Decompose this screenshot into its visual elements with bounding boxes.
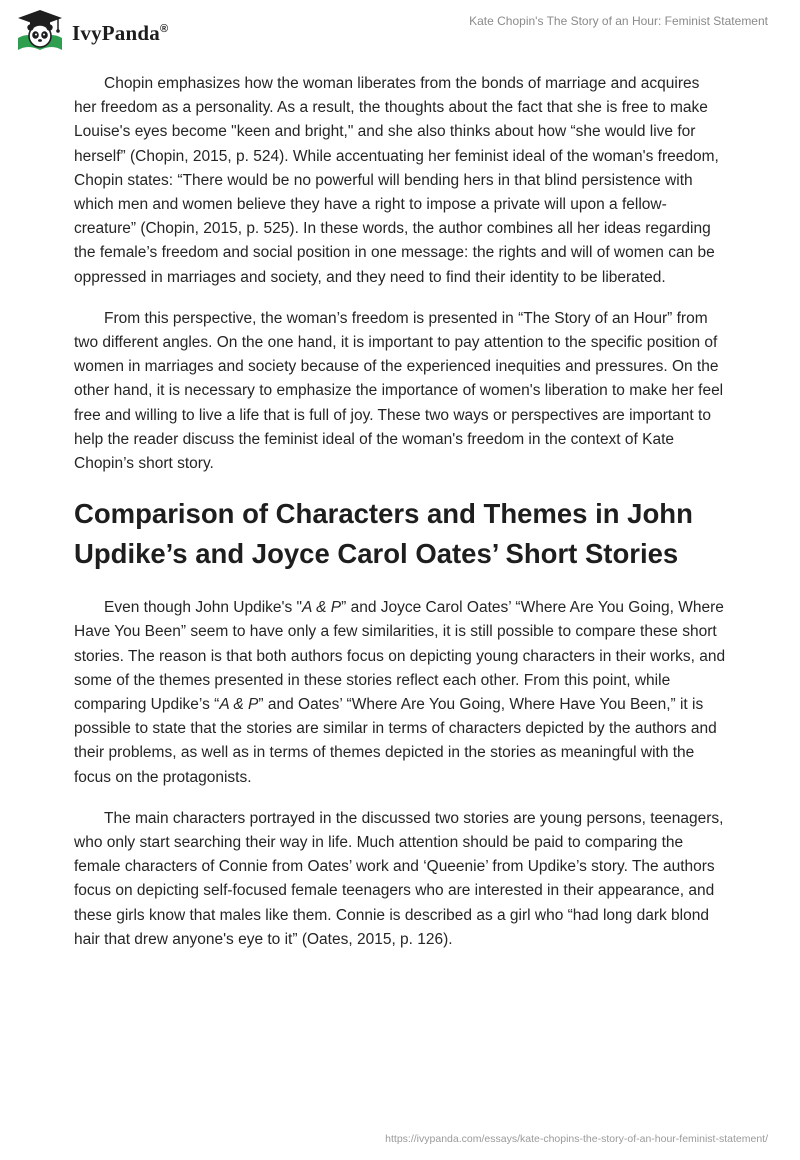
paragraph-1: Chopin emphasizes how the woman liberates from the bonds of marriage and acquires her freedom as a personality. As a result, the thoughts about the fact that she is free to make Louise's eyes become "keen and bright," and she also thinks about how “she would live for herself” (Chopin, 2015, p. 524). While accentuating her feminist ideal of the woman's freedom, Chopin states: “There would be no powerful will bending hers in that blind persistence with which men and women believe they have a right to impose a private will upon a fellow-creature” (Chopin, 2015, p. 525). In these words, the author combines all her ideas regarding the female’s freedom and social position in one message: the rights and will of women can be oppressed in marriages and society, and they need to find their identity to be liberated. bbox=[74, 75, 719, 286]
paragraph-3: Even though John Updike's "A & P” and Joyce Carol Oates’ “Where Are You Going, Where Have You Been” seem to have only a few similarities, it is still possible to compare these short stories. The reason is that both authors focus on depicting young characters in their works, and some of the themes presented in these stories reflect each other. From this point, while comparing Updike’s “A & P” and Oates’ “Where Are You Going, Where Have You Been,” it is possible to state that the stories are similar in terms of characters depicted by the authors and their problems, as well as in terms of themes depicted in the stories as meaningful with the focus on the protagonists. bbox=[74, 599, 726, 786]
story-title-italic: A & P bbox=[219, 696, 259, 714]
site-logo[interactable] bbox=[14, 8, 168, 54]
paragraph-4: The main characters portrayed in the discussed two stories are young persons, teenagers, who only start searching their way in life. Much attention should be paid to comparing the female characters of Connie from Oates’ work and ‘Queenie’ from Updike’s story. The authors focus on depicting self-focused female teenagers who are interested in their appearance, and these girls know that males like them. Connie is described as a girl who “had long dark blond hair that drew anyone's eye to it” (Oates, 2015, p. 126). bbox=[74, 809, 724, 948]
document-title: Kate Chopin's The Story of an Hour: Feminist Statement bbox=[469, 14, 768, 28]
story-title-italic: A & P bbox=[302, 599, 342, 617]
essay-body bbox=[74, 72, 726, 969]
page-header bbox=[0, 0, 800, 60]
paragraph-2: From this perspective, the woman’s freedom is presented in “The Story of an Hour” from two different angles. On the one hand, it is important to pay attention to the specific position of women in marriages and society because of the experienced inequities and pressures. On the other hand, it is necessary to emphasize the importance of women's liberation to make her feel free and willing to live a life that is full of joy. These two ways or perspectives are important to help the reader discuss the feminist ideal of the woman's freedom in the context of Kate Chopin’s short story. bbox=[74, 309, 724, 473]
source-url-link[interactable]: https://ivypanda.com/essays/kate-chopins-the-story-of-an-hour-feminist-statement/ bbox=[385, 1133, 768, 1145]
panda-logo-icon bbox=[14, 8, 66, 54]
logo-wordmark: IvyPanda® bbox=[72, 20, 169, 45]
section-heading: Comparison of Characters and Themes in John Updike’s and Joyce Carol Oates’ Short Stories bbox=[74, 498, 693, 570]
